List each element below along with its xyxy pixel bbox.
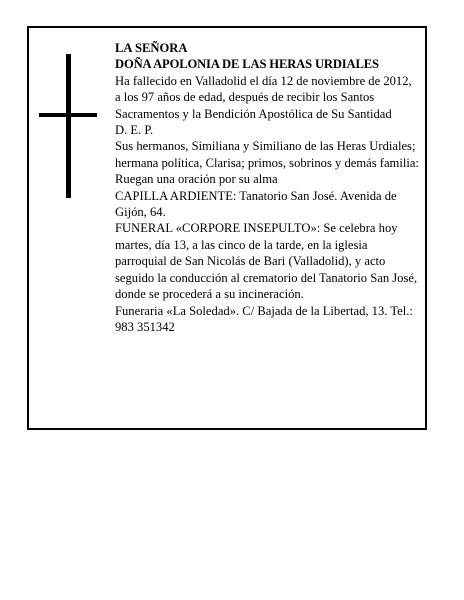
cross-icon — [39, 54, 97, 198]
obituary-notice — [27, 26, 427, 430]
deceased-name: DOÑA APOLONIA DE LAS HERAS URDIALES — [115, 57, 379, 72]
cross-horizontal-bar — [39, 113, 97, 117]
cross-vertical-bar — [66, 54, 71, 198]
funeral-home-details: Funeraria «La Soledad». C/ Bajada de la Libertad, 13. Tel.: 983 351342 — [115, 303, 413, 334]
chapel-details: CAPILLA ARDIENTE: Tanatorio San José. Avenida de Gijón, 64. — [115, 188, 397, 220]
prayer-request: Ruegan una oración por su alma — [115, 172, 278, 187]
death-announcement: Ha fallecido en Valladolid el día 12 de noviembre de 2012, a los 97 años de edad, después de recibir los Santos Sacramentos y la Bendición Apostólica de Su Santidad — [115, 73, 412, 121]
rest-in-peace: D. E. P. — [115, 123, 154, 138]
family-list: Sus hermanos, Similiana y Similiano de las Heras Urdiales; hermana política, Clarisa; primos, sobrinos y demás familia: — [115, 139, 419, 170]
obituary-text — [115, 40, 419, 335]
funeral-details: FUNERAL «CORPORE INSEPULTO»: Se celebra hoy martes, día 13, a las cinco de la tarde, en la iglesia parroquial de San Nicolás de Bari (Valladolid), y acto seguido la conducción al crematorio del Tanatorio San José, donde se procederá a su incineración. — [115, 221, 418, 302]
title-line-1: LA SEÑORA — [115, 41, 188, 55]
